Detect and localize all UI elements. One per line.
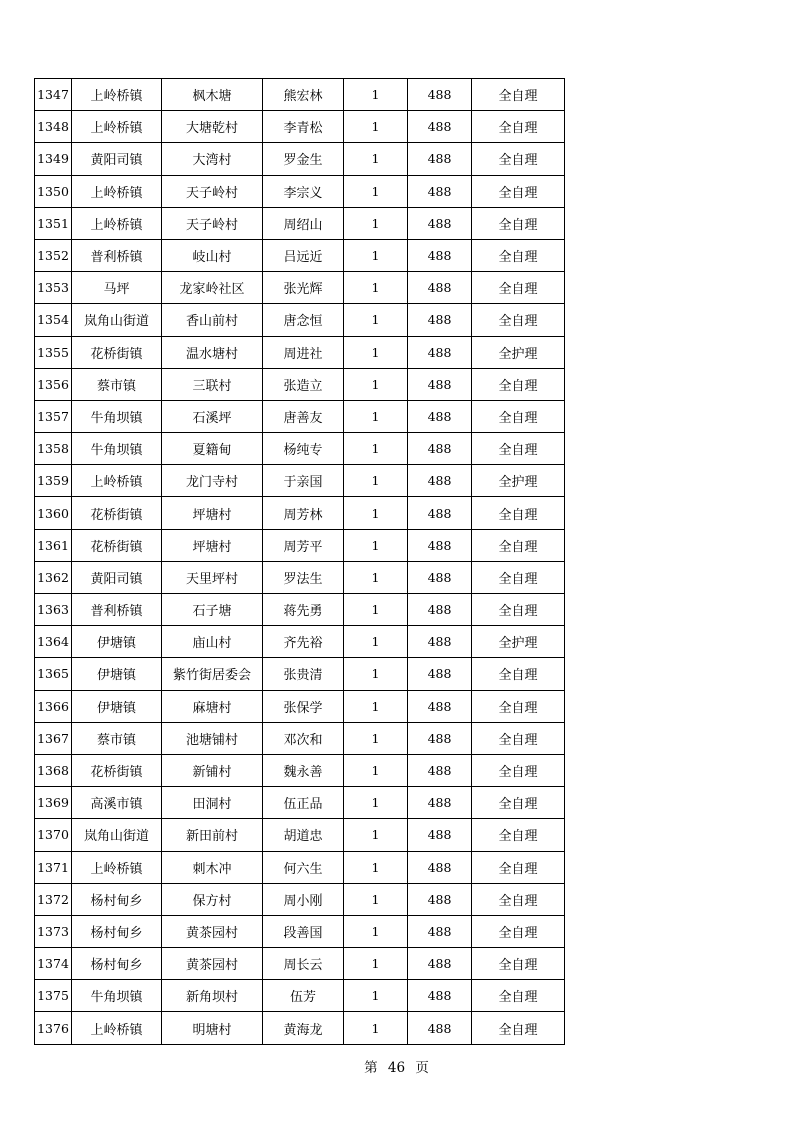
- amount-cell: 488: [408, 497, 472, 529]
- town-cell: 牛角坝镇: [72, 980, 162, 1012]
- count-cell: 1: [344, 111, 408, 143]
- count-cell: 1: [344, 722, 408, 754]
- row-number-cell: 1361: [35, 529, 72, 561]
- care-type-cell: 全自理: [472, 561, 565, 593]
- village-cell: 池塘铺村: [162, 722, 263, 754]
- care-type-cell: 全自理: [472, 529, 565, 561]
- village-cell: 三联村: [162, 368, 263, 400]
- village-cell: 保方村: [162, 883, 263, 915]
- village-cell: 麻塘村: [162, 690, 263, 722]
- amount-cell: 488: [408, 465, 472, 497]
- count-cell: 1: [344, 368, 408, 400]
- row-number-cell: 1355: [35, 336, 72, 368]
- care-type-cell: 全自理: [472, 594, 565, 626]
- row-number-cell: 1356: [35, 368, 72, 400]
- village-cell: 新角坝村: [162, 980, 263, 1012]
- row-number-cell: 1353: [35, 272, 72, 304]
- row-number-cell: 1348: [35, 111, 72, 143]
- amount-cell: 488: [408, 819, 472, 851]
- records-table: [34, 78, 565, 1045]
- row-number-cell: 1358: [35, 433, 72, 465]
- table-row: [35, 433, 565, 465]
- village-cell: 天子岭村: [162, 207, 263, 239]
- person-name-cell: 周绍山: [263, 207, 344, 239]
- care-type-cell: 全自理: [472, 433, 565, 465]
- village-cell: 坪塘村: [162, 529, 263, 561]
- amount-cell: 488: [408, 787, 472, 819]
- table-row: [35, 851, 565, 883]
- count-cell: 1: [344, 433, 408, 465]
- care-type-cell: 全自理: [472, 175, 565, 207]
- care-type-cell: 全自理: [472, 915, 565, 947]
- person-name-cell: 罗金生: [263, 143, 344, 175]
- village-cell: 田洞村: [162, 787, 263, 819]
- count-cell: 1: [344, 883, 408, 915]
- village-cell: 石溪坪: [162, 400, 263, 432]
- count-cell: 1: [344, 497, 408, 529]
- row-number-cell: 1372: [35, 883, 72, 915]
- care-type-cell: 全自理: [472, 883, 565, 915]
- care-type-cell: 全自理: [472, 239, 565, 271]
- count-cell: 1: [344, 400, 408, 432]
- count-cell: 1: [344, 690, 408, 722]
- town-cell: 牛角坝镇: [72, 400, 162, 432]
- row-number-cell: 1376: [35, 1012, 72, 1044]
- person-name-cell: 伍芳: [263, 980, 344, 1012]
- table-row: [35, 819, 565, 851]
- person-name-cell: 周小刚: [263, 883, 344, 915]
- care-type-cell: 全自理: [472, 272, 565, 304]
- care-type-cell: 全护理: [472, 336, 565, 368]
- town-cell: 花桥街镇: [72, 754, 162, 786]
- person-name-cell: 齐先裕: [263, 626, 344, 658]
- count-cell: 1: [344, 594, 408, 626]
- row-number-cell: 1366: [35, 690, 72, 722]
- care-type-cell: 全自理: [472, 948, 565, 980]
- table-row: [35, 948, 565, 980]
- table-row: [35, 690, 565, 722]
- count-cell: 1: [344, 143, 408, 175]
- village-cell: 龙门寺村: [162, 465, 263, 497]
- table-row: [35, 626, 565, 658]
- row-number-cell: 1369: [35, 787, 72, 819]
- care-type-cell: 全自理: [472, 722, 565, 754]
- person-name-cell: 李宗义: [263, 175, 344, 207]
- count-cell: 1: [344, 336, 408, 368]
- person-name-cell: 伍正品: [263, 787, 344, 819]
- village-cell: 天子岭村: [162, 175, 263, 207]
- person-name-cell: 唐善友: [263, 400, 344, 432]
- table-row: [35, 465, 565, 497]
- village-cell: 新铺村: [162, 754, 263, 786]
- care-type-cell: 全自理: [472, 851, 565, 883]
- amount-cell: 488: [408, 658, 472, 690]
- table-row: [35, 239, 565, 271]
- care-type-cell: 全自理: [472, 1012, 565, 1044]
- row-number-cell: 1352: [35, 239, 72, 271]
- table-row: [35, 79, 565, 111]
- table-row: [35, 336, 565, 368]
- town-cell: 蔡市镇: [72, 722, 162, 754]
- row-number-cell: 1373: [35, 915, 72, 947]
- amount-cell: 488: [408, 79, 472, 111]
- count-cell: 1: [344, 626, 408, 658]
- amount-cell: 488: [408, 175, 472, 207]
- row-number-cell: 1370: [35, 819, 72, 851]
- row-number-cell: 1362: [35, 561, 72, 593]
- row-number-cell: 1349: [35, 143, 72, 175]
- town-cell: 岚角山街道: [72, 819, 162, 851]
- table-row: [35, 143, 565, 175]
- table-row: [35, 368, 565, 400]
- table-row: [35, 787, 565, 819]
- village-cell: 大湾村: [162, 143, 263, 175]
- count-cell: 1: [344, 1012, 408, 1044]
- row-number-cell: 1351: [35, 207, 72, 239]
- town-cell: 黄阳司镇: [72, 143, 162, 175]
- care-type-cell: 全自理: [472, 690, 565, 722]
- amount-cell: 488: [408, 980, 472, 1012]
- count-cell: 1: [344, 658, 408, 690]
- care-type-cell: 全自理: [472, 304, 565, 336]
- table-row: [35, 272, 565, 304]
- care-type-cell: 全自理: [472, 368, 565, 400]
- person-name-cell: 唐念恒: [263, 304, 344, 336]
- row-number-cell: 1350: [35, 175, 72, 207]
- table-row: [35, 175, 565, 207]
- amount-cell: 488: [408, 722, 472, 754]
- village-cell: 香山前村: [162, 304, 263, 336]
- row-number-cell: 1359: [35, 465, 72, 497]
- town-cell: 伊塘镇: [72, 658, 162, 690]
- count-cell: 1: [344, 239, 408, 271]
- village-cell: 大塘乾村: [162, 111, 263, 143]
- row-number-cell: 1365: [35, 658, 72, 690]
- page-footer: [0, 1056, 793, 1076]
- person-name-cell: 周芳林: [263, 497, 344, 529]
- count-cell: 1: [344, 915, 408, 947]
- village-cell: 明塘村: [162, 1012, 263, 1044]
- amount-cell: 488: [408, 851, 472, 883]
- amount-cell: 488: [408, 400, 472, 432]
- town-cell: 伊塘镇: [72, 626, 162, 658]
- page-footer-prefix: 第: [364, 1060, 378, 1076]
- amount-cell: 488: [408, 883, 472, 915]
- row-number-cell: 1374: [35, 948, 72, 980]
- person-name-cell: 杨纯专: [263, 433, 344, 465]
- village-cell: 温水塘村: [162, 336, 263, 368]
- row-number-cell: 1371: [35, 851, 72, 883]
- amount-cell: 488: [408, 207, 472, 239]
- village-cell: 黄茶园村: [162, 948, 263, 980]
- person-name-cell: 蒋先勇: [263, 594, 344, 626]
- amount-cell: 488: [408, 1012, 472, 1044]
- town-cell: 岚角山街道: [72, 304, 162, 336]
- town-cell: 普利桥镇: [72, 594, 162, 626]
- page-number: 46: [387, 1060, 406, 1076]
- person-name-cell: 张造立: [263, 368, 344, 400]
- table-row: [35, 304, 565, 336]
- row-number-cell: 1367: [35, 722, 72, 754]
- person-name-cell: 黄海龙: [263, 1012, 344, 1044]
- town-cell: 上岭桥镇: [72, 1012, 162, 1044]
- amount-cell: 488: [408, 948, 472, 980]
- village-cell: 枫木塘: [162, 79, 263, 111]
- town-cell: 花桥街镇: [72, 336, 162, 368]
- count-cell: 1: [344, 851, 408, 883]
- town-cell: 上岭桥镇: [72, 79, 162, 111]
- person-name-cell: 何六生: [263, 851, 344, 883]
- person-name-cell: 周芳平: [263, 529, 344, 561]
- amount-cell: 488: [408, 754, 472, 786]
- village-cell: 庙山村: [162, 626, 263, 658]
- count-cell: 1: [344, 948, 408, 980]
- town-cell: 杨村甸乡: [72, 948, 162, 980]
- table-row: [35, 722, 565, 754]
- count-cell: 1: [344, 561, 408, 593]
- table-row: [35, 400, 565, 432]
- person-name-cell: 邓次和: [263, 722, 344, 754]
- person-name-cell: 段善国: [263, 915, 344, 947]
- town-cell: 上岭桥镇: [72, 207, 162, 239]
- count-cell: 1: [344, 529, 408, 561]
- table-row: [35, 980, 565, 1012]
- town-cell: 蔡市镇: [72, 368, 162, 400]
- person-name-cell: 胡道忠: [263, 819, 344, 851]
- table-row: [35, 658, 565, 690]
- table-row: [35, 754, 565, 786]
- count-cell: 1: [344, 304, 408, 336]
- count-cell: 1: [344, 175, 408, 207]
- row-number-cell: 1363: [35, 594, 72, 626]
- town-cell: 牛角坝镇: [72, 433, 162, 465]
- village-cell: 天里坪村: [162, 561, 263, 593]
- town-cell: 上岭桥镇: [72, 111, 162, 143]
- amount-cell: 488: [408, 529, 472, 561]
- amount-cell: 488: [408, 336, 472, 368]
- care-type-cell: 全护理: [472, 626, 565, 658]
- table-row: [35, 594, 565, 626]
- care-type-cell: 全自理: [472, 754, 565, 786]
- count-cell: 1: [344, 980, 408, 1012]
- amount-cell: 488: [408, 594, 472, 626]
- town-cell: 杨村甸乡: [72, 915, 162, 947]
- page-footer-suffix: 页: [415, 1060, 429, 1076]
- table-row: [35, 915, 565, 947]
- table-row: [35, 207, 565, 239]
- village-cell: 龙家岭社区: [162, 272, 263, 304]
- town-cell: 杨村甸乡: [72, 883, 162, 915]
- person-name-cell: 熊宏林: [263, 79, 344, 111]
- row-number-cell: 1357: [35, 400, 72, 432]
- count-cell: 1: [344, 272, 408, 304]
- person-name-cell: 张贵清: [263, 658, 344, 690]
- amount-cell: 488: [408, 690, 472, 722]
- amount-cell: 488: [408, 368, 472, 400]
- person-name-cell: 周长云: [263, 948, 344, 980]
- person-name-cell: 罗法生: [263, 561, 344, 593]
- person-name-cell: 周进社: [263, 336, 344, 368]
- row-number-cell: 1354: [35, 304, 72, 336]
- town-cell: 上岭桥镇: [72, 175, 162, 207]
- amount-cell: 488: [408, 626, 472, 658]
- village-cell: 岐山村: [162, 239, 263, 271]
- person-name-cell: 张保学: [263, 690, 344, 722]
- amount-cell: 488: [408, 111, 472, 143]
- village-cell: 夏籍甸: [162, 433, 263, 465]
- care-type-cell: 全自理: [472, 497, 565, 529]
- village-cell: 刺木冲: [162, 851, 263, 883]
- town-cell: 上岭桥镇: [72, 465, 162, 497]
- town-cell: 花桥街镇: [72, 529, 162, 561]
- village-cell: 紫竹街居委会: [162, 658, 263, 690]
- table-row: [35, 529, 565, 561]
- care-type-cell: 全自理: [472, 980, 565, 1012]
- row-number-cell: 1375: [35, 980, 72, 1012]
- amount-cell: 488: [408, 304, 472, 336]
- count-cell: 1: [344, 79, 408, 111]
- count-cell: 1: [344, 754, 408, 786]
- care-type-cell: 全自理: [472, 787, 565, 819]
- records-table-body: [35, 79, 565, 1045]
- town-cell: 伊塘镇: [72, 690, 162, 722]
- table-row: [35, 111, 565, 143]
- amount-cell: 488: [408, 915, 472, 947]
- table-row: [35, 561, 565, 593]
- care-type-cell: 全自理: [472, 143, 565, 175]
- count-cell: 1: [344, 787, 408, 819]
- table-row: [35, 497, 565, 529]
- village-cell: 新田前村: [162, 819, 263, 851]
- person-name-cell: 李青松: [263, 111, 344, 143]
- town-cell: 上岭桥镇: [72, 851, 162, 883]
- village-cell: 坪塘村: [162, 497, 263, 529]
- table-row: [35, 1012, 565, 1044]
- count-cell: 1: [344, 819, 408, 851]
- care-type-cell: 全自理: [472, 111, 565, 143]
- count-cell: 1: [344, 207, 408, 239]
- count-cell: 1: [344, 465, 408, 497]
- row-number-cell: 1347: [35, 79, 72, 111]
- town-cell: 高溪市镇: [72, 787, 162, 819]
- person-name-cell: 吕远近: [263, 239, 344, 271]
- town-cell: 普利桥镇: [72, 239, 162, 271]
- town-cell: 黄阳司镇: [72, 561, 162, 593]
- care-type-cell: 全自理: [472, 207, 565, 239]
- care-type-cell: 全自理: [472, 400, 565, 432]
- amount-cell: 488: [408, 143, 472, 175]
- person-name-cell: 魏永善: [263, 754, 344, 786]
- village-cell: 石子塘: [162, 594, 263, 626]
- amount-cell: 488: [408, 239, 472, 271]
- care-type-cell: 全护理: [472, 465, 565, 497]
- person-name-cell: 张光辉: [263, 272, 344, 304]
- row-number-cell: 1364: [35, 626, 72, 658]
- row-number-cell: 1360: [35, 497, 72, 529]
- care-type-cell: 全自理: [472, 819, 565, 851]
- table-row: [35, 883, 565, 915]
- amount-cell: 488: [408, 272, 472, 304]
- town-cell: 马坪: [72, 272, 162, 304]
- amount-cell: 488: [408, 561, 472, 593]
- row-number-cell: 1368: [35, 754, 72, 786]
- care-type-cell: 全自理: [472, 79, 565, 111]
- person-name-cell: 于亲国: [263, 465, 344, 497]
- amount-cell: 488: [408, 433, 472, 465]
- town-cell: 花桥街镇: [72, 497, 162, 529]
- village-cell: 黄茶园村: [162, 915, 263, 947]
- care-type-cell: 全自理: [472, 658, 565, 690]
